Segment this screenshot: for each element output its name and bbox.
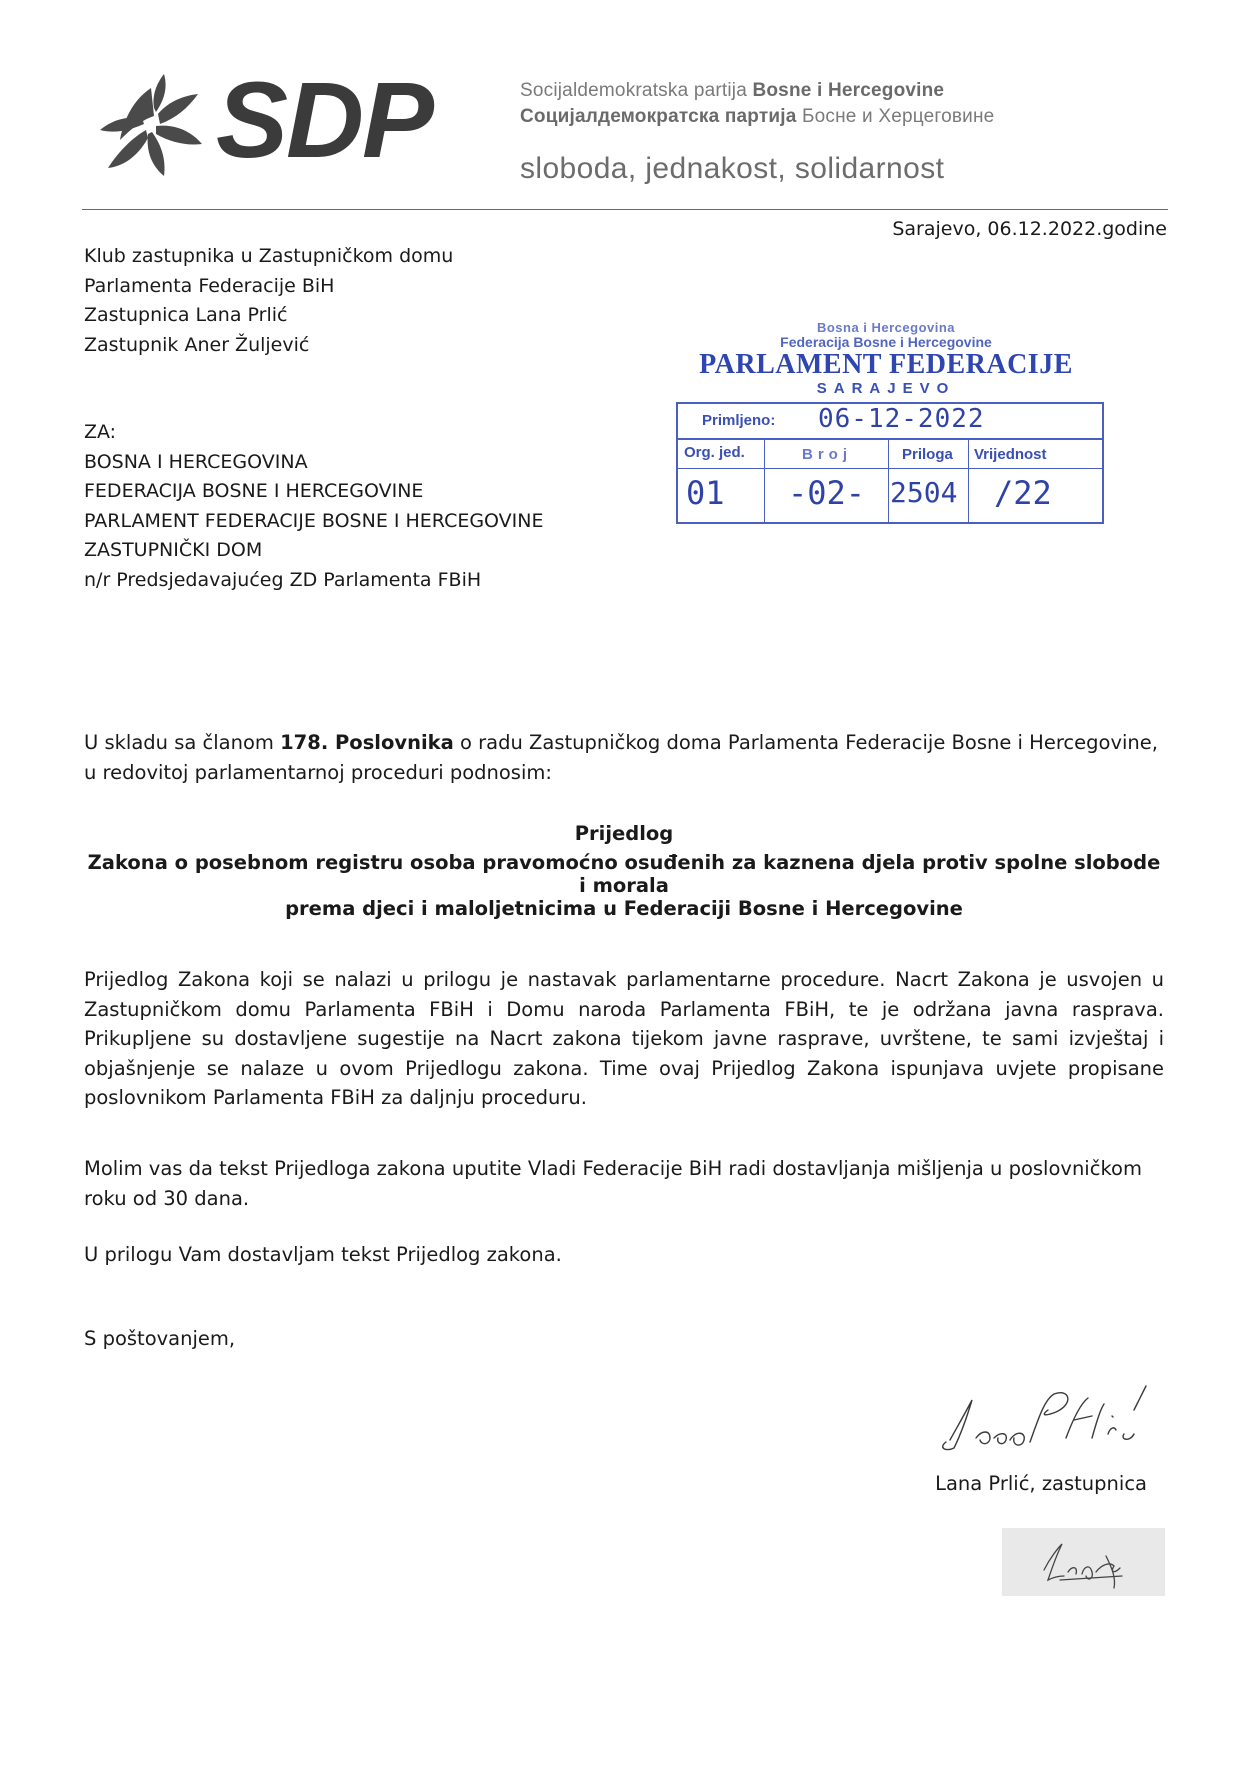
stamp-value-priloga: 2504 [890, 476, 958, 509]
stamp-col-org: Org. jed. [684, 444, 745, 461]
stamp-table [676, 402, 1104, 524]
body-paragraph: U prilogu Vam dostavljam tekst Prijedlog zakona. [84, 1243, 562, 1266]
sender-block [84, 242, 453, 360]
sender-line: Zastupnica Lana Prlić [84, 304, 288, 326]
stamp-line-country: Bosna i Hercegovina [816, 320, 956, 335]
recipient-line: BOSNA I HERCEGOVINA [84, 450, 308, 473]
recipient-line: n/r Predsjedavajućeg ZD Parlamenta FBiH [84, 568, 482, 591]
recipient-line: ZASTUPNIČKI DOM [84, 539, 263, 561]
stamp-value-broj: -02- [788, 474, 866, 512]
place-date: Sarajevo, 06.12.2022.godine [892, 218, 1167, 240]
sender-line: Parlamenta Federacije BiH [84, 274, 335, 297]
stamp-col-vrijednost: Vrijednost [974, 446, 1047, 463]
recipient-block [84, 418, 544, 595]
stamp-line-federation: Federacija Bosne i Hercegovine [780, 334, 992, 350]
body-paragraph: Molim vas da tekst Prijedloga zakona uputite Vladi Federacije BiH radi dostavljanja mišljenja u poslovničkom roku od 30 dana. [84, 1157, 1142, 1210]
stamp-received-label: Primljeno: [702, 412, 776, 429]
sender-line: Klub zastupnika u Zastupničkom domu [84, 245, 454, 267]
stamp-value-vrijednost: /22 [994, 474, 1052, 512]
intro-paragraph: U skladu sa članom 178. Poslovnika o radu Zastupničkog doma Parlamenta Federacije Bosne i Hercegovine, u redovitoj parlamentarnoj proceduri podnosim: [84, 731, 1158, 784]
stamp-col-broj: Broj [802, 446, 852, 463]
title-line: Zakona o posebnom registru osoba pravomoćno osuđenih za kaznena djela protiv spolne slobode i morala [87, 851, 1161, 897]
stamp-value-org: 01 [686, 474, 725, 512]
title-line: Prijedlog [574, 822, 674, 845]
header-divider [82, 209, 1168, 210]
initials-stamp-image [1002, 1528, 1165, 1596]
initials-icon [1002, 1528, 1165, 1596]
signer-name: Lana Prlić, zastupnica [935, 1472, 1147, 1495]
stamp-received-date: 06-12-2022 [818, 404, 985, 434]
closing-salutation: S poštovanjem, [84, 1327, 236, 1350]
recipient-line: ZA: [84, 421, 117, 443]
reception-stamp [668, 318, 1104, 528]
sender-line: Zastupnik Aner Žuljević [84, 333, 310, 356]
stamp-col-priloga: Priloga [902, 446, 953, 463]
handwritten-signature [920, 1360, 1160, 1460]
sdp-logo-icon [96, 68, 206, 178]
title-line: prema djeci i maloljetnicima u Federaciji Bosne i Hercegovine [285, 897, 963, 920]
party-name-latin: Socijaldemokratska partija Bosne i Hercegovine [520, 80, 945, 101]
stamp-line-parliament: PARLAMENT FEDERACIJE [699, 349, 1073, 380]
stamp-line-city: SARAJEVO [816, 380, 956, 397]
party-motto: sloboda, jednakost, solidarnost [520, 152, 945, 185]
body-paragraph: Prijedlog Zakona koji se nalazi u prilogu je nastavak parlamentarne procedure. Nacrt Zakona je usvojen u Zastupničkom domu Parlamenta FBiH i Domu naroda Parlamenta FBiH, te je održana javna rasprava. Prikupljene su dostavljene sugestije na Nacrt zakona tijekom javne rasprave, uvrštene, te sami izvještaj i objašnjenje se nalaze u ovom Prijedlogu zakona. Time ovaj Prijedlog Zakona ispunjava uvjete propisane poslovnikom Parlamenta FBiH za daljnju proceduru. [84, 968, 1164, 1109]
recipient-line: PARLAMENT FEDERACIJE BOSNE I HERCEGOVINE [84, 509, 544, 532]
sdp-logo-text: SDP [216, 59, 433, 180]
recipient-line: FEDERACIJA BOSNE I HERCEGOVINE [84, 480, 424, 502]
party-name-cyrillic: Социјалдемократска партија Босне и Херцеговине [520, 106, 995, 127]
